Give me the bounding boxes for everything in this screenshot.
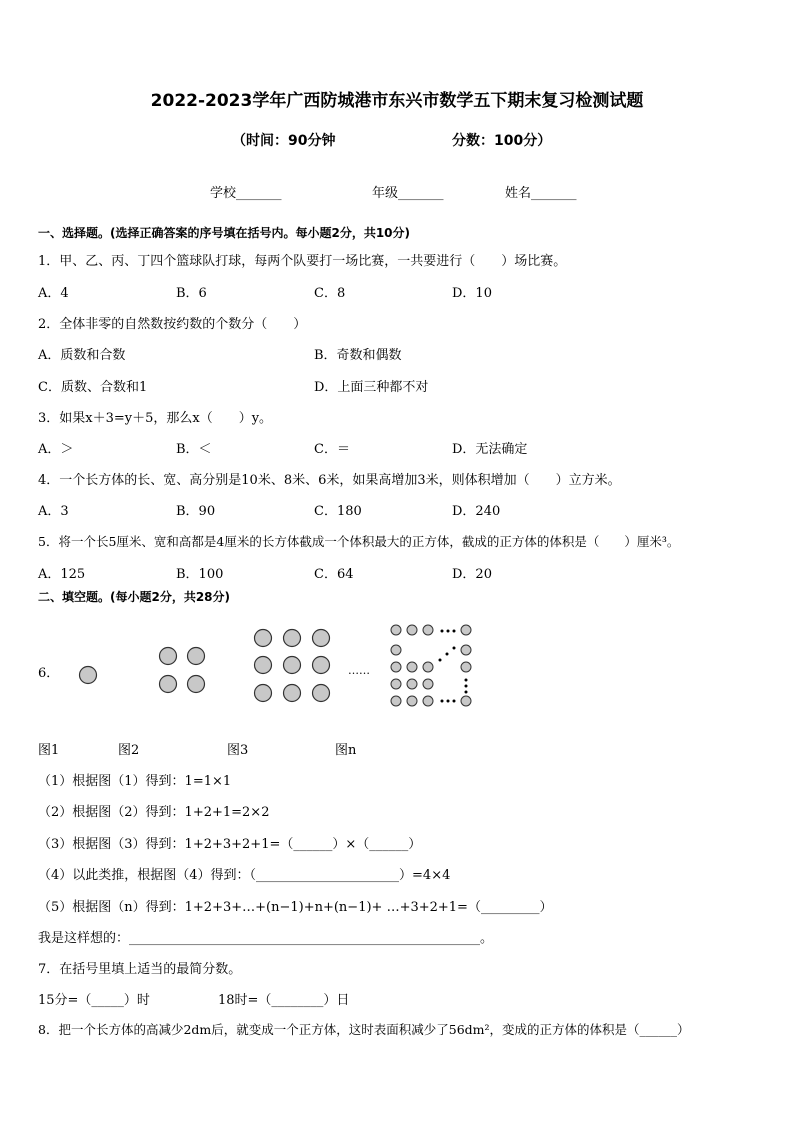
option: A．125 — [38, 567, 86, 582]
option: B．90 — [176, 504, 216, 519]
option: C．64 — [314, 567, 354, 582]
option: B．奇数和偶数 — [314, 348, 402, 363]
q6-line-5: （5）根据图（n）得到：1+2+3+…+(n−1)+n+(n−1)+ …+3+2+1=（_________） — [38, 900, 553, 915]
option: C．180 — [314, 504, 362, 519]
option: D．上面三种都不对 — [314, 380, 429, 395]
q7-part-b: 18时=（________）日 — [218, 993, 350, 1008]
option: B．100 — [176, 567, 224, 582]
name-field: 姓名_______ — [505, 186, 577, 201]
option: C．质数、合数和1 — [38, 380, 148, 395]
school-field: 学校_______ — [210, 186, 282, 201]
page-title: 2022-2023学年广西防城港市东兴市数学五下期末复习检测试题 — [150, 91, 644, 111]
section-choice-heading: 一、选择题。(选择正确答案的序号填在括号内。每小题2分，共10分) — [38, 226, 411, 240]
option: A．质数和合数 — [38, 348, 126, 363]
figure-caption-3: 图3 — [227, 743, 249, 758]
option: C．＝ — [314, 442, 350, 457]
q7-part-a: 15分=（_____）时 — [38, 993, 150, 1008]
option: D．10 — [452, 286, 492, 301]
question-8: 8．把一个长方体的高减少2dm后，就变成一个正方体，这时表面积减少了56dm²，变成的正方体的体积是（______） — [38, 1022, 690, 1037]
question-5: 5．将一个长5厘米、宽和高都是4厘米的长方体截成一个体积最大的正方体，截成的正方体的体积是（ ）厘米³。 — [38, 534, 680, 549]
option: D．无法确定 — [452, 442, 528, 457]
exam-score: 分数：100分） — [452, 133, 552, 149]
question-6-label: 6． — [38, 666, 60, 681]
option: B．＜ — [176, 442, 212, 457]
dot-figure-n — [0, 0, 1, 1]
question-1: 1．甲、乙、丙、丁四个篮球队打球，每两个队要打一场比赛，一共要进行（ ）场比赛。 — [38, 254, 567, 269]
option: A．4 — [38, 286, 69, 301]
option: B．6 — [176, 286, 207, 301]
question-4: 4．一个长方体的长、宽、高分别是10米、8米、6米，如果高增加3米，则体积增加（ ）立方米。 — [38, 473, 621, 488]
figure-caption-1: 图1 — [38, 743, 60, 758]
option: D．20 — [452, 567, 492, 582]
option: A．3 — [38, 504, 69, 519]
option: A．＞ — [38, 442, 74, 457]
option: C．8 — [314, 286, 346, 301]
sequence-ellipsis: …… — [348, 664, 370, 677]
exam-time: （时间：90分钟 — [232, 133, 336, 149]
q6-line-4: （4）以此类推，根据图（4）得到：（______________________）=4×4 — [38, 868, 451, 883]
q6-line-1: （1）根据图（1）得到：1=1×1 — [38, 774, 232, 789]
q6-line-2: （2）根据图（2）得到：1+2+1=2×2 — [38, 805, 270, 820]
question-2: 2．全体非零的自然数按约数的个数分（ ） — [38, 317, 307, 332]
figure-caption-2: 图2 — [118, 743, 140, 758]
q6-line-3: （3）根据图（3）得到：1+2+3+2+1=（______）×（______） — [38, 837, 422, 852]
option: D．240 — [452, 504, 501, 519]
q6-reasoning: 我是这样想的：______________________________________________________。 — [38, 931, 494, 946]
question-7: 7．在括号里填上适当的最简分数。 — [38, 962, 242, 977]
question-3: 3．如果x＋3=y＋5，那么x（ ）y。 — [38, 411, 273, 426]
section-fill-heading: 二、填空题。(每小题2分，共28分) — [38, 590, 231, 604]
grade-field: 年级_______ — [372, 186, 444, 201]
figure-caption-n: 图n — [335, 743, 357, 758]
